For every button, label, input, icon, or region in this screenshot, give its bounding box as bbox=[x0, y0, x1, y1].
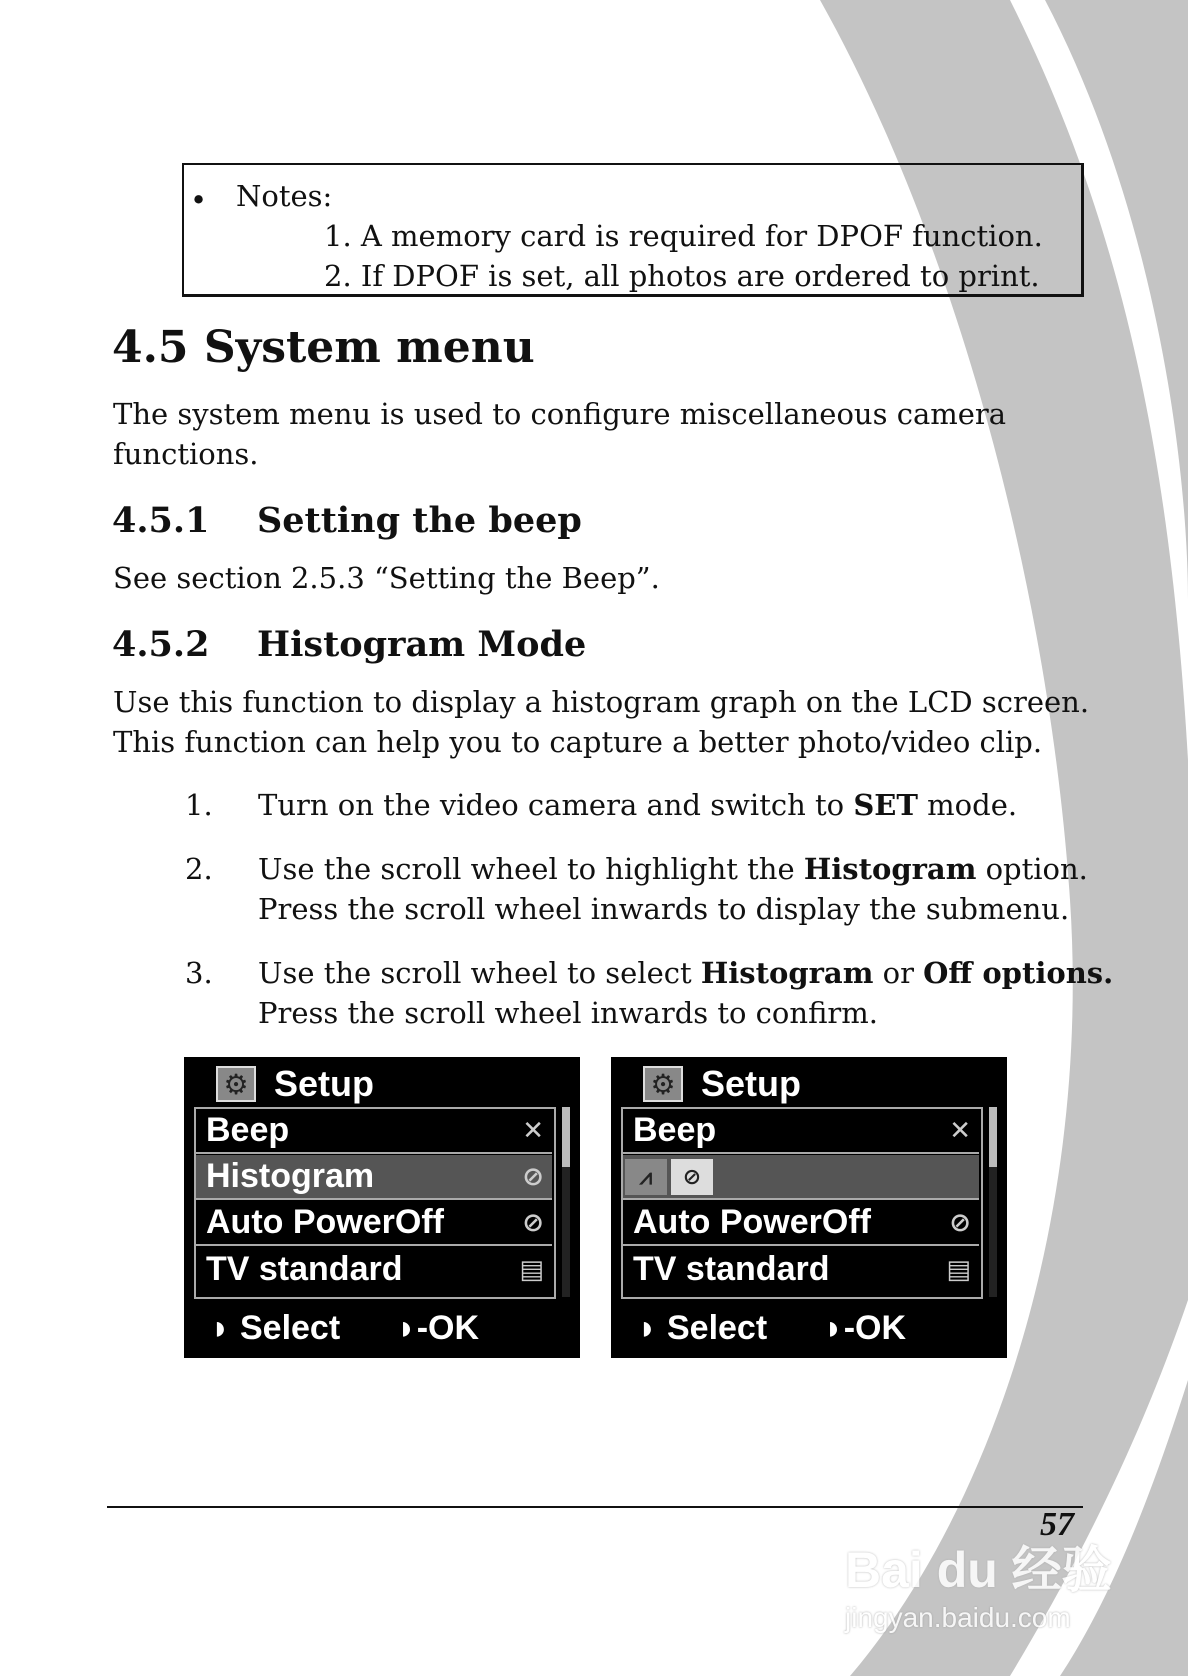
menu-item-tv-standard[interactable]: TV standard ▤ bbox=[206, 1250, 544, 1288]
lcd-title: Setup bbox=[701, 1063, 802, 1104]
section-intro: The system menu is used to configure miscellaneous camera functions. bbox=[113, 397, 1007, 471]
menu-item-auto-poweroff[interactable]: Auto PowerOff ⊘ bbox=[196, 1201, 552, 1246]
select-hint: ◗ Select bbox=[637, 1309, 768, 1347]
menu-item-tv-standard[interactable]: TV standard ▤ bbox=[633, 1250, 971, 1288]
scrollbar bbox=[562, 1107, 570, 1297]
beep-off-icon: ✕ bbox=[949, 1115, 971, 1145]
histogram-off-icon: ⊘ bbox=[522, 1161, 544, 1191]
notes-box bbox=[182, 163, 1084, 297]
scrollbar bbox=[989, 1107, 997, 1297]
menu-item-histogram[interactable]: Histogram ⊘ bbox=[196, 1155, 552, 1200]
gear-icon: ⚙ bbox=[216, 1066, 256, 1102]
page-number: 57 bbox=[1040, 1506, 1074, 1543]
beep-text: See section 2.5.3 “Setting the Beep”. bbox=[113, 561, 660, 595]
histogram-on-icon[interactable]: ⩘ bbox=[625, 1159, 667, 1195]
menu-item-beep[interactable]: Beep ✕ bbox=[623, 1109, 979, 1154]
footer-rule bbox=[107, 1506, 1083, 1508]
ok-hint: ◗-OK bbox=[823, 1309, 907, 1347]
menu-item-auto-poweroff[interactable]: Auto PowerOff ⊘ bbox=[623, 1201, 979, 1246]
notes-title: Notes: bbox=[236, 179, 333, 213]
subsection-heading-histogram: 4.5.2 Histogram Mode bbox=[112, 624, 587, 665]
subsection-heading-beep: 4.5.1 Setting the beep bbox=[112, 500, 582, 541]
note-item: 1. A memory card is required for DPOF function. bbox=[324, 219, 1043, 253]
ok-hint: ◗-OK bbox=[396, 1309, 480, 1347]
histogram-text: Use this function to display a histogram graph on the LCD screen. This function can help you to capture a better photo/video clip. bbox=[113, 685, 1090, 759]
tv-icon: ▤ bbox=[519, 1254, 544, 1284]
lcd-title: Setup bbox=[274, 1063, 375, 1104]
histogram-options[interactable] bbox=[623, 1155, 979, 1200]
auto-poweroff-icon: ⊘ bbox=[949, 1207, 971, 1237]
auto-poweroff-icon: ⊘ bbox=[522, 1207, 544, 1237]
note-item: 2. If DPOF is set, all photos are ordered to print. bbox=[324, 259, 1040, 293]
baidu-watermark: Bai du 经验 jingyan.baidu.com bbox=[845, 1542, 1112, 1633]
lcd-histogram-submenu bbox=[611, 1057, 1007, 1358]
select-hint: ◗ Select bbox=[210, 1309, 341, 1347]
tv-icon: ▤ bbox=[946, 1254, 971, 1284]
gear-icon: ⚙ bbox=[643, 1066, 683, 1102]
section-heading: 4.5 System menu bbox=[112, 322, 535, 373]
bullet-icon: • bbox=[190, 183, 208, 217]
beep-off-icon: ✕ bbox=[522, 1115, 544, 1145]
histogram-off-icon[interactable]: ⊘ bbox=[671, 1159, 713, 1195]
lcd-setup-menu bbox=[184, 1057, 580, 1358]
menu-item-beep[interactable]: Beep ✕ bbox=[196, 1109, 552, 1154]
